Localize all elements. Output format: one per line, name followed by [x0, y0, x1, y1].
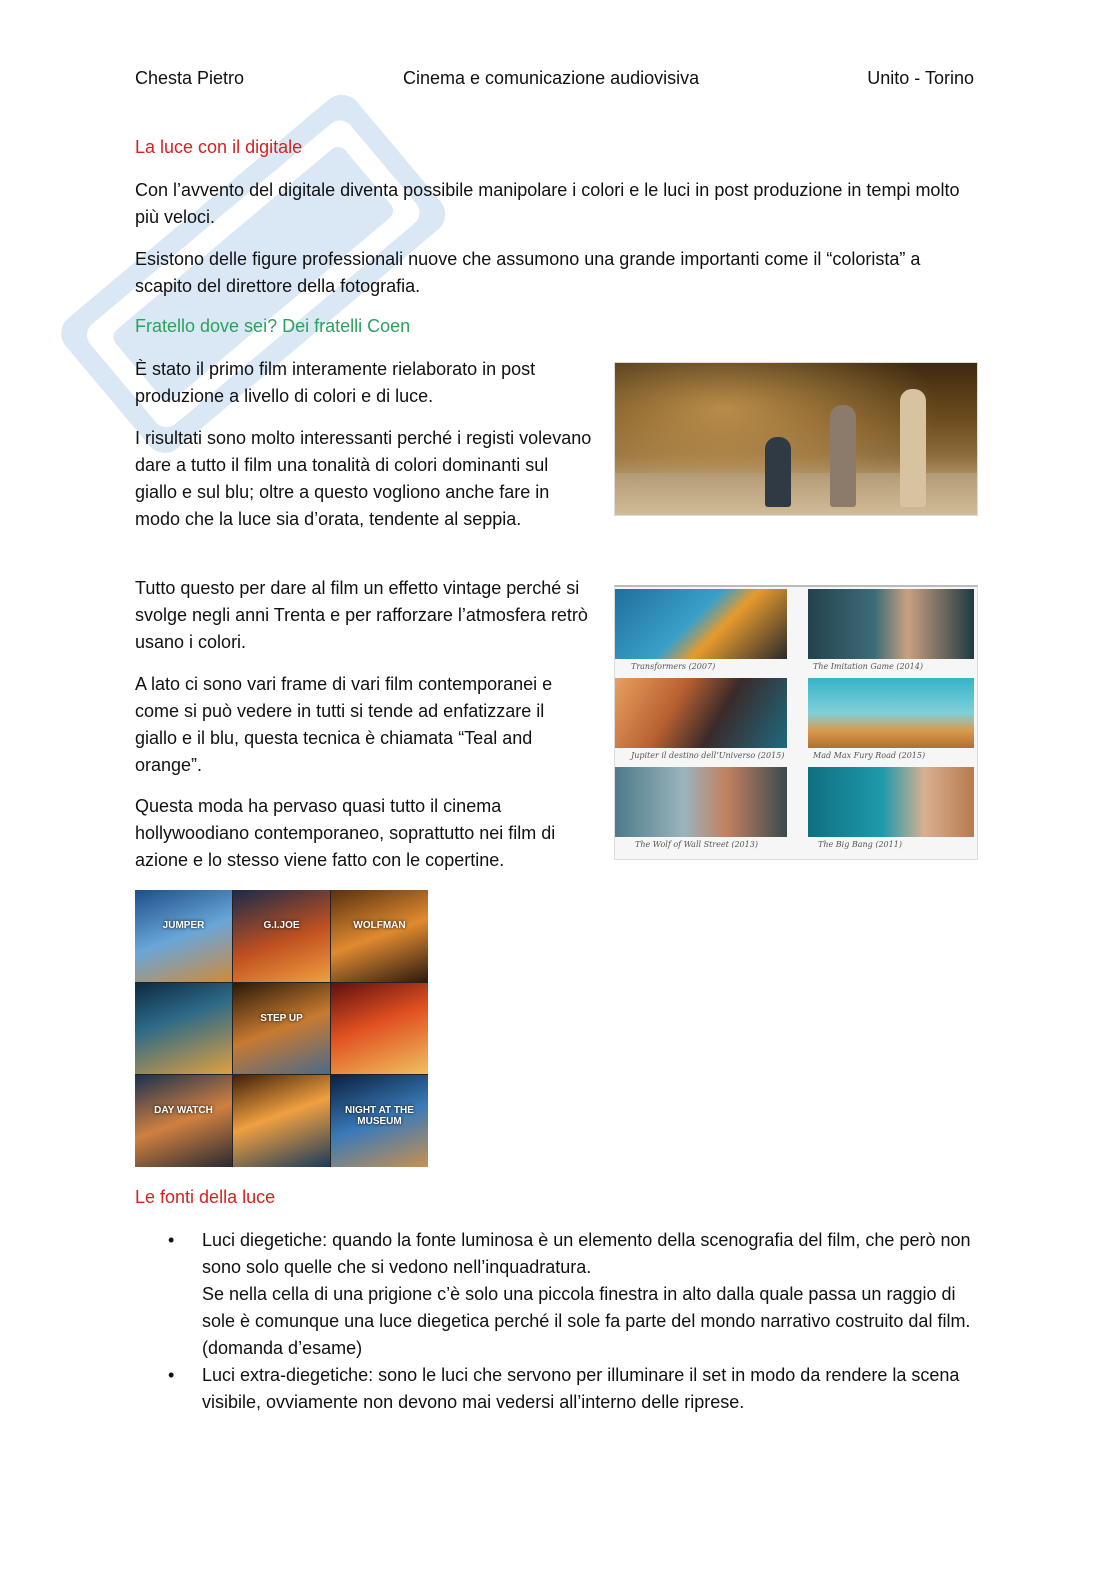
movie-poster: [331, 1075, 428, 1167]
frame-caption: Transformers (2007): [631, 662, 716, 671]
movie-posters-collage: [135, 890, 428, 1167]
light-sources-list: [135, 1227, 975, 1416]
list-item: [135, 1227, 975, 1362]
list-item: [135, 1362, 975, 1416]
frame-caption: The Big Bang (2011): [818, 840, 902, 849]
paragraph-digital-intro: Con l’avvento del digitale diventa possibile manipolare i colori e le luci in post produzione in tempi molto più veloci.: [135, 180, 960, 227]
frame-thumbnail: [615, 589, 787, 659]
figure-silhouette: [900, 389, 926, 507]
bullet-icon: •: [168, 1230, 175, 1250]
teal-orange-frames: [614, 585, 978, 860]
paragraph-hollywood: Questa moda ha pervaso quasi tutto il cinema hollywoodiano contemporaneo, soprattutto nei film di azione e lo stesso viene fatto con le copertine.: [135, 796, 556, 870]
header-course: Cinema e comunicazione audiovisiva: [403, 68, 700, 88]
section-title-digital-light: La luce con il digitale: [135, 137, 303, 157]
header-author: Chesta Pietro: [135, 68, 245, 88]
movie-poster: [233, 983, 330, 1075]
header-university: Unito - Torino: [867, 68, 974, 88]
frame-thumbnail: [615, 678, 787, 748]
paragraph-teal-orange: A lato ci sono vari frame di vari film contemporanei e come si può vedere in tutti si tende ad enfatizzare il giallo e il blu, questa tecnica è chiamata “Teal and orange”.: [135, 674, 553, 775]
movie-poster: [135, 1075, 232, 1167]
frame-thumbnail: [808, 678, 974, 748]
movie-poster: [135, 890, 232, 982]
poster-title: G.I.JOE: [263, 920, 300, 931]
section-title-light-sources: Le fonti della luce: [135, 1187, 276, 1207]
paragraph-vintage: Tutto questo per dare al film un effetto vintage perché si svolge negli anni Trenta e per rafforzare l’atmosfera retrò usano i colori.: [135, 578, 588, 652]
movie-poster: [331, 890, 428, 982]
paragraph-results: I risultati sono molto interessanti perché i registi volevano dare a tutto il film una tonalità di colori dominanti sul giallo e sul blu; oltre a questo vogliono anche fare in modo che la luce sia d’orata, tendente al seppia.: [135, 428, 592, 529]
poster-title: DAY WATCH: [154, 1105, 213, 1117]
figure-silhouette: [830, 405, 856, 507]
frame-thumbnail: [808, 767, 974, 837]
frame-caption: Jupiter il destino dell’Universo (2015): [631, 751, 785, 760]
bullet-diegetic-continued: Se nella cella di una prigione c’è solo una piccola finestra in alto dalla quale passa un raggio di sole è comunque una luce diegetica perché il sole fa parte del mondo narrativo costruito dal film. (domanda d’esame): [202, 1284, 971, 1358]
bullet-icon: •: [168, 1365, 175, 1385]
poster-title: JUMPER: [162, 920, 205, 931]
paragraph-colorist: Esistono delle figure professionali nuove che assumono una grande importanti come il “colorista” a scapito del direttore della fotografia.: [135, 249, 921, 296]
poster-title: WOLFMAN: [353, 920, 406, 931]
figure-silhouette: [765, 437, 791, 507]
frame-caption: The Wolf of Wall Street (2013): [635, 840, 758, 849]
paragraph-first-film: È stato il primo film interamente rielaborato in post produzione a livello di colori e di luce.: [135, 359, 536, 406]
bullet-diegetic: Luci diegetiche: quando la fonte luminosa è un elemento della scenografia del film, che però non sono solo quelle che si vedono nell’inquadratura.: [202, 1230, 971, 1277]
frame-caption: Mad Max Fury Road (2015): [813, 751, 926, 760]
frame-thumbnail: [808, 589, 974, 659]
poster-title: STEP UP: [260, 1012, 303, 1024]
movie-poster: [135, 983, 232, 1075]
poster-title: NIGHT AT THE MUSEUM: [345, 1105, 414, 1128]
movie-poster: [331, 983, 428, 1075]
bullet-extra-diegetic: Luci extra-diegetiche: sono le luci che servono per illuminare il set in modo da rendere la scena visibile, ovviamente non devono mai vedersi all’interno delle riprese.: [202, 1365, 960, 1412]
film-still-image: [614, 362, 978, 516]
movie-poster: [233, 1075, 330, 1167]
movie-poster: [233, 890, 330, 982]
frame-caption: The Imitation Game (2014): [813, 662, 923, 671]
section-title-coen: Fratello dove sei? Dei fratelli Coen: [135, 316, 411, 336]
frame-thumbnail: [615, 767, 787, 837]
